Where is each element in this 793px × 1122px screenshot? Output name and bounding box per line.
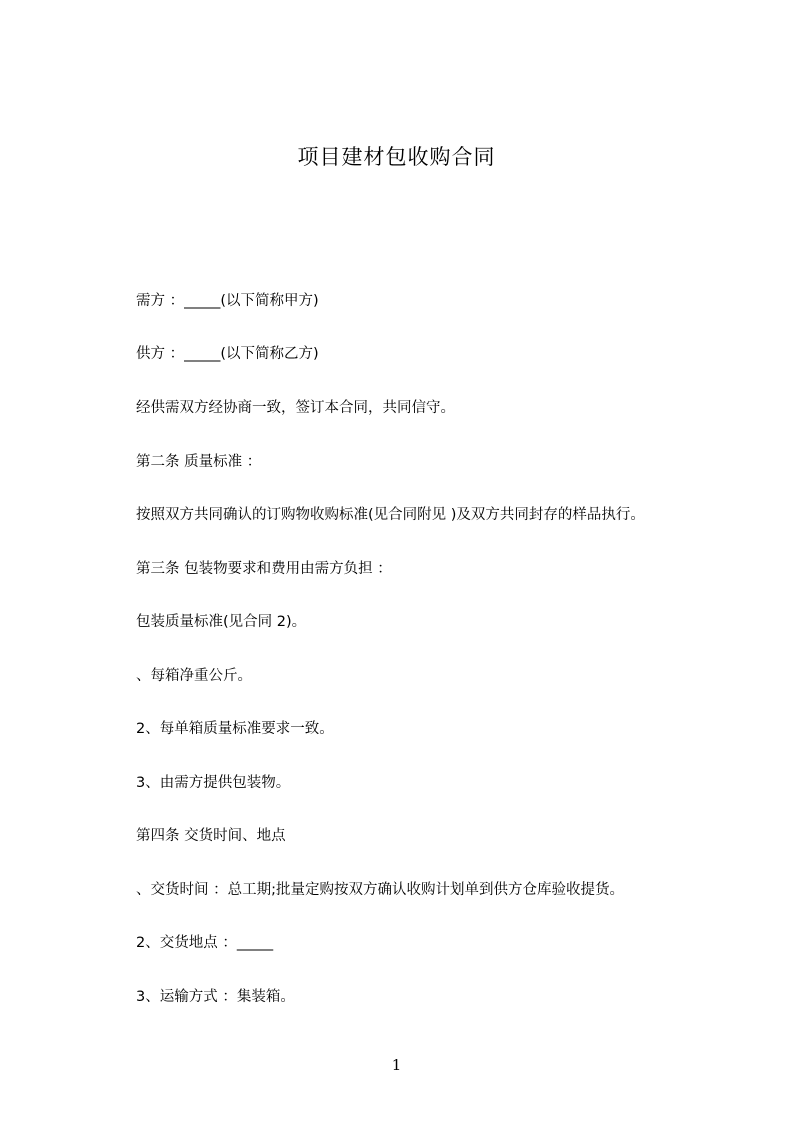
page-number: 1 xyxy=(391,1056,402,1074)
article-2-heading: 第二条 质量标准 ： xyxy=(136,454,262,470)
document-title: 项目建材包收购合同 xyxy=(297,145,496,169)
packaging-standard-text: 包装质量标准(见合同 2)。 xyxy=(136,614,307,630)
packaging-item-1: 、每箱净重公斤。 xyxy=(136,668,252,684)
transport-method-text: 3、运输方式 ：集装箱。 xyxy=(136,989,295,1005)
agreement-line: 经供需双方经协商一致，签订本合同，共同信守。 xyxy=(136,400,455,416)
packaging-item-2: 2、每单箱质量标准要求一致。 xyxy=(136,721,334,737)
delivery-location-text: 2、交货地点 ：_____ xyxy=(136,935,274,951)
article-4-heading: 第四条 交货时间、地点 xyxy=(136,828,286,844)
article-3-heading: 第三条 包装物要求和费用由需方负担 ： xyxy=(136,561,392,577)
supplier-line: 供方 ：_____(以下简称乙方) xyxy=(136,346,319,362)
buyer-line: 需方 ：_____(以下简称甲方) xyxy=(136,293,319,309)
packaging-item-3: 3、由需方提供包装物。 xyxy=(136,775,291,791)
quality-standard-text: 按照双方共同确认的订购物收购标准(见合同附见 )及双方共同封存的样品执行。 xyxy=(136,507,645,523)
delivery-time-text: 、交货时间 ：总工期;批量定购按双方确认收购计划单到供方仓库验收提货。 xyxy=(136,882,624,898)
